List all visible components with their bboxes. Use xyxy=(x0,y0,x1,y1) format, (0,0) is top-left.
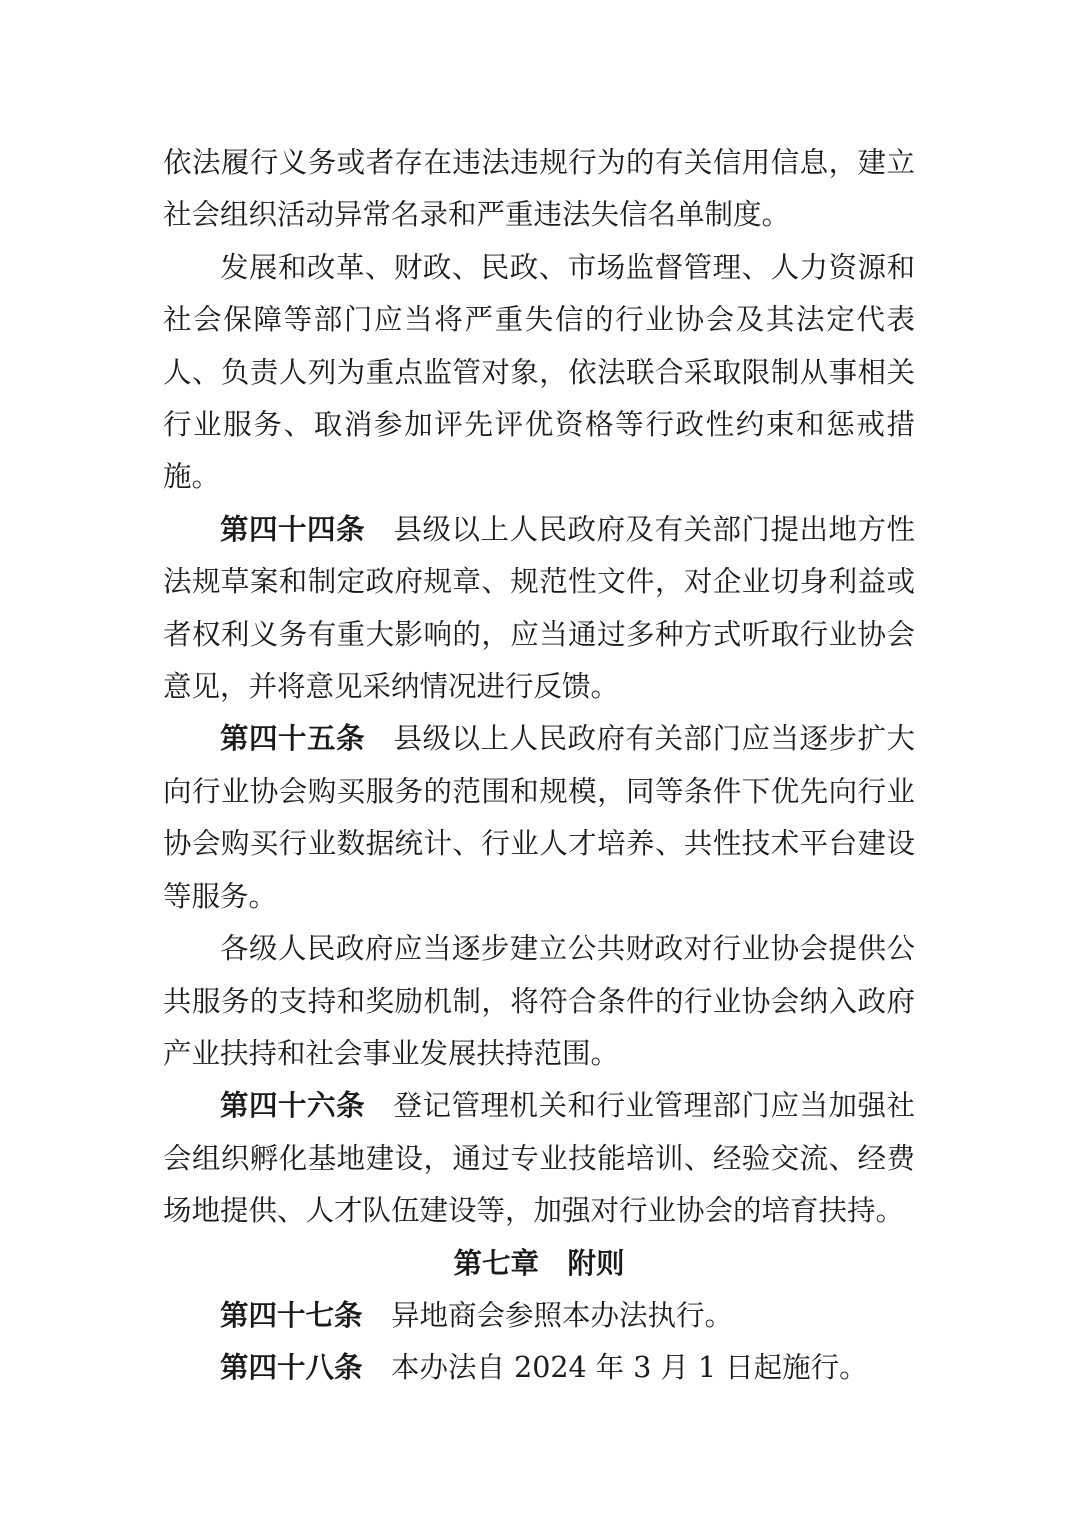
article-46 xyxy=(163,1080,915,1237)
article-number: 第四十五条 xyxy=(220,722,365,756)
chapter-title: 附则 xyxy=(567,1246,625,1280)
chapter-heading xyxy=(163,1238,915,1290)
article-number: 第四十四条 xyxy=(220,512,365,546)
paragraph-penalty-measures: 发展和改革、财政、民政、市场监督管理、人力资源和社会保障等部门应当将严重失信的行业协会及其法定代表人、负责人列为重点监管对象，依法联合采取限制从事相关行业服务、取消参加评先评优资格等行政性约束和惩戒措施。 xyxy=(163,250,915,494)
article-number: 第四十七条 xyxy=(220,1298,363,1332)
article-text: 本办法自 2024 年 3 月 1 日起施行。 xyxy=(391,1351,868,1385)
article-48 xyxy=(163,1342,915,1394)
article-text: 县级以上人民政府及有关部门提出地方性法规草案和制定政府规章、规范性文件，对企业切身利益或者权利义务有重大影响的，应当通过多种方式听取行业协会意见，并将意见采纳情况进行反馈。 xyxy=(163,512,915,704)
article-text: 登记管理机关和行业管理部门应当加强社会组织孵化基地建设，通过专业技能培训、经验交流、经费场地提供、人才队伍建设等，加强对行业协会的培育扶持。 xyxy=(163,1089,915,1228)
article-45 xyxy=(163,713,915,923)
paragraph-continued: 依法履行义务或者存在违法违规行为的有关信用信息，建立社会组织活动异常名录和严重违法失信名单制度。 xyxy=(163,146,915,232)
article-text: 异地商会参照本办法执行。 xyxy=(391,1298,734,1332)
article-47 xyxy=(163,1290,915,1342)
paragraph-public-finance: 各级人民政府应当逐步建立公共财政对行业协会提供公共服务的支持和奖励机制，将符合条件的行业协会纳入政府产业扶持和社会事业发展扶持范围。 xyxy=(163,932,915,1070)
article-number: 第四十八条 xyxy=(220,1351,363,1385)
chapter-number: 第七章 xyxy=(453,1246,539,1280)
document-page xyxy=(163,137,915,1395)
article-number: 第四十六条 xyxy=(220,1089,365,1123)
article-text: 县级以上人民政府有关部门应当逐步扩大向行业协会购买服务的范围和规模，同等条件下优先向行业协会购买行业数据统计、行业人才培养、共性技术平台建设等服务。 xyxy=(163,722,915,913)
article-44 xyxy=(163,504,915,714)
